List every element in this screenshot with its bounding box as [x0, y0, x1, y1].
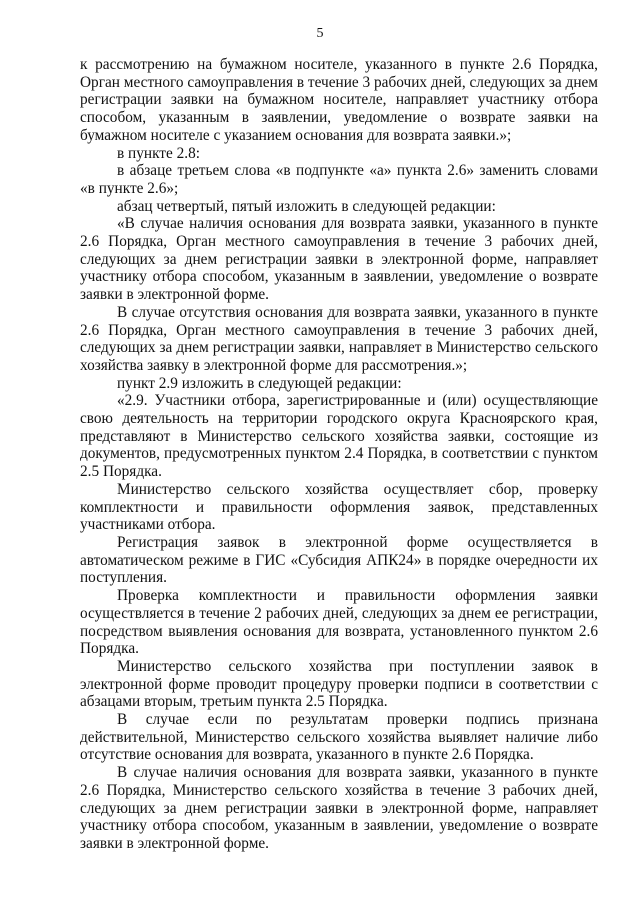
paragraph: «В случае наличия основания для возврата заявки, указанного в пункте 2.6 Порядка, Орган местного самоуправления в течение 3 рабочих дней, следующих за днем регистрации заявки в электронной форме, направляет участнику отбора способом, указанным в заявлении, уведомление о возврате заявки в электронной форме.	[80, 215, 598, 304]
paragraph: Регистрация заявок в электронной форме осуществляется в автоматическом режиме в ГИС «Субсидия АПК24» в порядке очередности их поступления.	[80, 533, 598, 587]
paragraph: пункт 2.9 изложить в следующей редакции:	[117, 374, 402, 392]
paragraph: В случае наличия основания для возврата заявки, указанного в пункте 2.6 Порядка, Министерство сельского хозяйства в течение 3 рабочих дней, следующих за днем регистрации заявки в электронной форме, направляет участнику отбора способом, указанным в заявлении, уведомление о возврате заявки в электронной форме.	[80, 764, 598, 852]
paragraph: «2.9. Участники отбора, зарегистрированные и (или) осуществляющие свою деятельность на территории городского округа Красноярского края, представляют в Министерство сельского хозяйства заявки, состоящие из документов, предусмотренных пунктом 2.4 Порядка, в соответствии с пунктом 2.5 Порядка.	[80, 392, 598, 481]
page-number: 5	[316, 26, 324, 41]
paragraph: Министерство сельского хозяйства осуществляет сбор, проверку комплектности и правильности оформления заявок, представленных участниками отбора.	[80, 480, 598, 534]
paragraph: абзац четвертый, пятый изложить в следующей редакции:	[117, 197, 496, 215]
paragraph: В случае если по результатам проверки подпись признана действительной, Министерство сельского хозяйства выявляет наличие либо отсутствие основания для возврата, указанного в пункте 2.6 Порядка.	[80, 711, 598, 764]
paragraph: в пункте 2.8:	[117, 144, 200, 162]
document-body	[80, 56, 598, 853]
paragraph: к рассмотрению на бумажном носителе, указанного в пункте 2.6 Порядка, Орган местного самоуправления в течение 3 рабочих дней, следующих за днем регистрации заявки на бумажном носителе, направляет участнику отбора способом, указанным в заявлении, уведомление о возврате заявки на бумажном носителе с указанием основания для возврата заявки.»;	[80, 56, 598, 144]
paragraph: В случае отсутствия основания для возврата заявки, указанного в пункте 2.6 Порядка, Орган местного самоуправления в течение 3 рабочих дней, следующих за днем регистрации заявки, направляет в Министерство сельского хозяйства заявку в электронной форме для рассмотрения.»;	[80, 303, 598, 374]
paragraph: в абзаце третьем слова «в подпункте «а» пункта 2.6» заменить словами «в пункте 2.6»;	[80, 162, 598, 197]
paragraph: Проверка комплектности и правильности оформления заявки осуществляется в течение 2 рабочих дней, следующих за днем ее регистрации, посредством выявления основания для возврата, установленного пунктом 2.6 Порядка.	[80, 587, 598, 658]
paragraph: Министерство сельского хозяйства при поступлении заявок в электронной форме проводит процедуру проверки подписи в соответствии с абзацами вторым, третьим пункта 2.5 Порядка.	[80, 657, 598, 711]
